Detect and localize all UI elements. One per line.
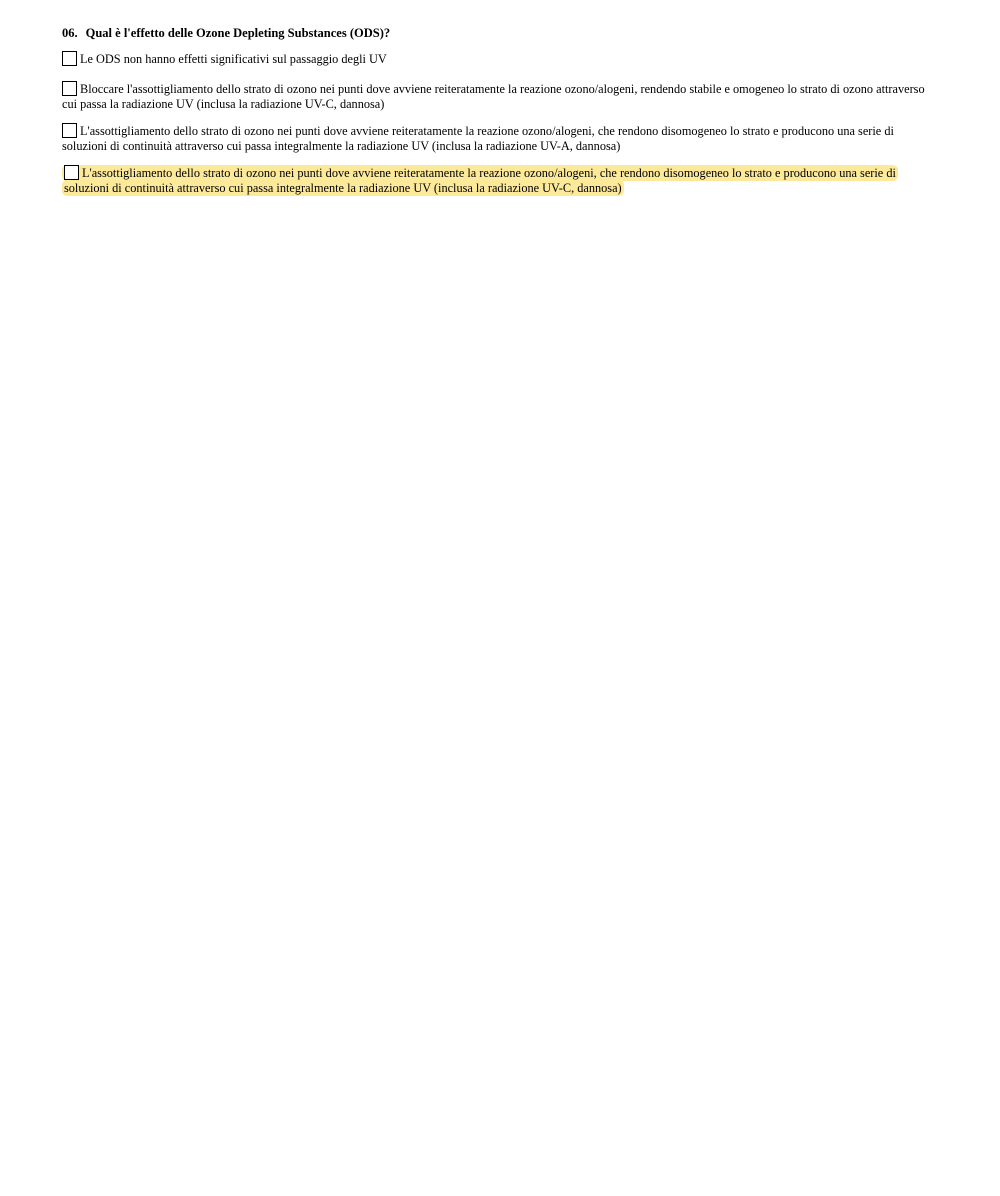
question-block xyxy=(62,25,942,207)
question-text: Qual è l'effetto delle Ozone Depleting Substances (ODS)? xyxy=(85,26,391,40)
option-3-text: L'assottigliamento dello strato di ozono nei punti dove avviene reiteratamente la reazione ozono/alogeni, che rendono disomogeneo lo strato e producono una serie di soluzioni di continuità attraverso cui passa integralmente la radiazione UV (inclusa la radiazione UV-A, dannosa) xyxy=(62,123,894,153)
question-number: 06. xyxy=(62,26,78,40)
checkbox-option-3[interactable] xyxy=(62,123,77,138)
question-title xyxy=(62,25,942,41)
option-2-text: Bloccare l'assottigliamento dello strato di ozono nei punti dove avviene reiteratamente la reazione ozono/alogeni, rendendo stabile e omogeneo lo strato di ozono attraverso cui passa la radiazione UV (inclusa la radiazione UV-C, dannosa) xyxy=(62,81,925,111)
option-4-highlight xyxy=(62,165,898,197)
option-4-text: L'assottigliamento dello strato di ozono nei punti dove avviene reiteratamente la reazione ozono/alogeni, che rendono disomogeneo lo strato e producono una serie di soluzioni di continuità attraverso cui passa integralmente la radiazione UV (inclusa la radiazione UV-C, dannosa) xyxy=(64,165,896,195)
answer-option-1[interactable] xyxy=(62,51,938,68)
checkbox-option-4[interactable] xyxy=(64,165,79,180)
checkbox-option-2[interactable] xyxy=(62,81,77,96)
answer-option-3[interactable] xyxy=(62,123,938,155)
answer-option-2[interactable] xyxy=(62,81,938,113)
checkbox-option-1[interactable] xyxy=(62,51,77,66)
option-1-text: Le ODS non hanno effetti significativi sul passaggio degli UV xyxy=(80,52,387,66)
answer-option-4[interactable] xyxy=(62,165,938,197)
